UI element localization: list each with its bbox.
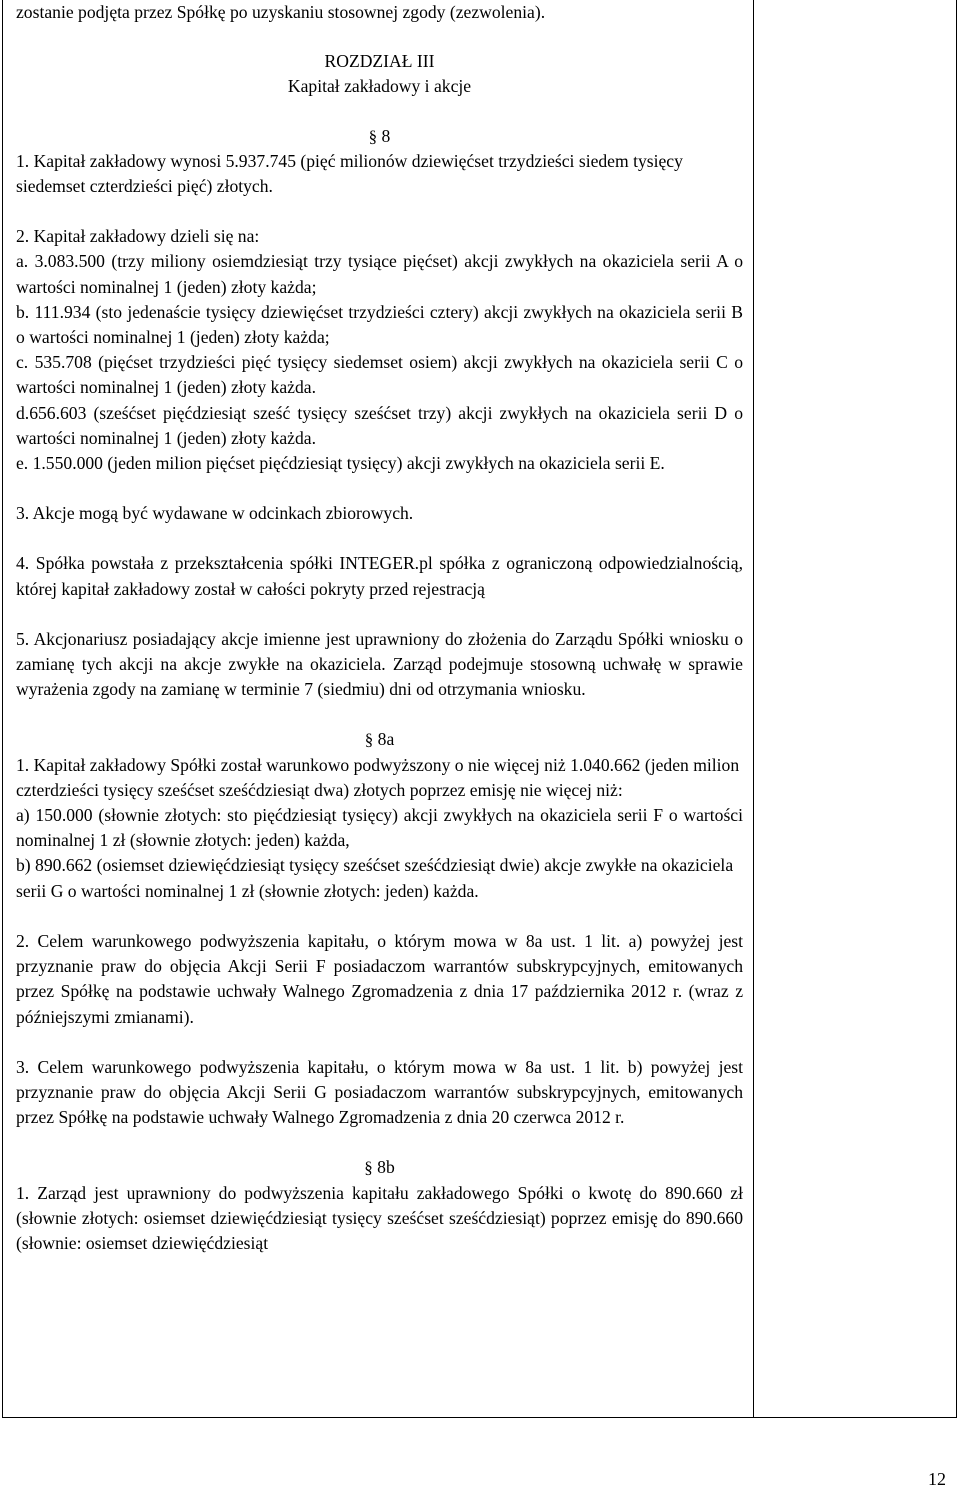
section-8-point-2b: b. 111.934 (sto jedenaście tysięcy dziewięćset trzydzieści cztery) akcji zwykłych na okaziciela serii B o wartości nominalnej 1 (jeden) złoty każda; [16, 301, 743, 348]
section-8-point-2: 2. Kapitał zakładowy dzieli się na: [16, 226, 260, 247]
section-sign-icon: § [368, 126, 378, 146]
section-8-point-2d: d.656.603 (sześćset pięćdziesiąt sześć tysięcy sześćset trzy) akcji zwykłych na okaziciela serii D o wartości nominalnej 1 (jeden) złoty każda. [16, 402, 743, 448]
section-8a-point-2: 2. Celem warunkowego podwyższenia kapitału, o którym mowa w 8a ust. 1 lit. a) powyżej jest przyznanie praw do objęcia Akcji Serii F posiadaczom warrantów subskrypcyjnych, emitowanych przez Spółkę na podstawie uchwały Walnego Zgromadzenia z dnia 17 października 2012 r. (wraz z późniejszymi zmianami). [16, 930, 743, 1027]
section-8-point-4: 4. Spółka powstała z przekształcenia spółki INTEGER.pl spółka z ograniczoną odpowiedzialnością, której kapitał zakładowy został w całości pokryty przed rejestracją [16, 553, 743, 599]
section-8a-point-1a: a) 150.000 (słownie złotych: sto pięćdziesiąt tysięcy) akcji zwykłych na okaziciela serii F o wartości nominalnej 1 zł (słownie złotych: jeden) każda, [16, 805, 743, 851]
section-sign-icon: § [364, 730, 374, 750]
section-8a-number: 8a [377, 729, 395, 750]
section-8b-number: 8b [377, 1157, 395, 1178]
section-8b-heading [16, 1155, 743, 1180]
statute-text-column [16, 0, 743, 1256]
section-8-point-2c: c. 535.708 (pięćset trzydzieści pięć tysięcy siedemset osiem) akcji zwykłych na okaziciela serii C o wartości nominalnej 1 (jeden) złoty każda. [16, 352, 743, 398]
section-8a-point-3: 3. Celem warunkowego podwyższenia kapitału, o którym mowa w 8a ust. 1 lit. b) powyżej jest przyznanie praw do objęcia Akcji Serii G posiadaczom warrantów subskrypcyjnych, emitowanych przez Spółkę na podstawie uchwały Walnego Zgromadzenia z dnia 20 czerwca 2012 r. [16, 1056, 743, 1128]
paragraph-continuation: zostanie podjęta przez Spółkę po uzyskaniu stosownej zgody (zezwolenia). [16, 2, 546, 22]
section-8-number: 8 [381, 125, 391, 146]
section-8a-heading [16, 727, 743, 752]
chapter-title: Kapitał zakładowy i akcje [287, 76, 472, 97]
section-8-point-2a: a. 3.083.500 (trzy miliony osiemdziesiąt trzy tysiące pięćset) akcji zwykłych na okaziciela serii A o wartości nominalnej 1 (jeden) złoty każda; [16, 251, 743, 297]
section-sign-icon: § [364, 1158, 373, 1178]
section-8a-point-1: 1. Kapitał zakładowy Spółki został warunkowo podwyższony o nie więcej niż 1.040.662 (jeden milion czterdzieści tysięcy sześćset sześćdziesiąt dwa) złotych poprzez emisję nie więcej niż: [16, 754, 740, 800]
section-8-point-5: 5. Akcjonariusz posiadający akcje imienne jest uprawniony do złożenia do Zarządu Spółki wniosku o zamianę tych akcji na akcje zwykłe na okaziciela. Zarząd podejmuje stosowną uchwałę w sprawie wyrażenia zgody na zamianę w terminie 7 (siedmiu) dni od otrzymania wniosku. [16, 628, 743, 700]
column-divider [753, 0, 754, 1417]
section-8-point-2e: e. 1.550.000 (jeden milion pięćset pięćdziesiąt tysięcy) akcji zwykłych na okaziciela serii E. [16, 453, 665, 474]
page-number: 12 [928, 1469, 946, 1489]
section-8-point-3: 3. Akcje mogą być wydawane w odcinkach zbiorowych. [16, 503, 414, 524]
document-table [2, 0, 957, 1418]
section-8-heading [16, 124, 743, 149]
section-8b-point-1: 1. Zarząd jest uprawniony do podwyższenia kapitału zakładowego Spółki o kwotę do 890.660 zł (słownie złotych: osiemset dziewięćdziesiąt tysięcy sześćset sześćdziesiąt) poprzez emisję do 890.660 (słownie: osiemset dziewięćdziesiąt [16, 1182, 743, 1253]
section-8a-point-1b: b) 890.662 (osiemset dziewięćdziesiąt tysięcy sześćset sześćdziesiąt dwie) akcje zwykłe na okaziciela serii G o wartości nominalnej 1 zł (słownie złotych: jeden) każda. [16, 855, 734, 901]
chapter-number: ROZDZIAŁ III [324, 51, 435, 72]
section-8-point-1: 1. Kapitał zakładowy wynosi 5.937.745 (pięć milionów dziewięćset trzydzieści siedem tysięcy siedemset czterdzieści pięć) złotych. [16, 150, 683, 197]
